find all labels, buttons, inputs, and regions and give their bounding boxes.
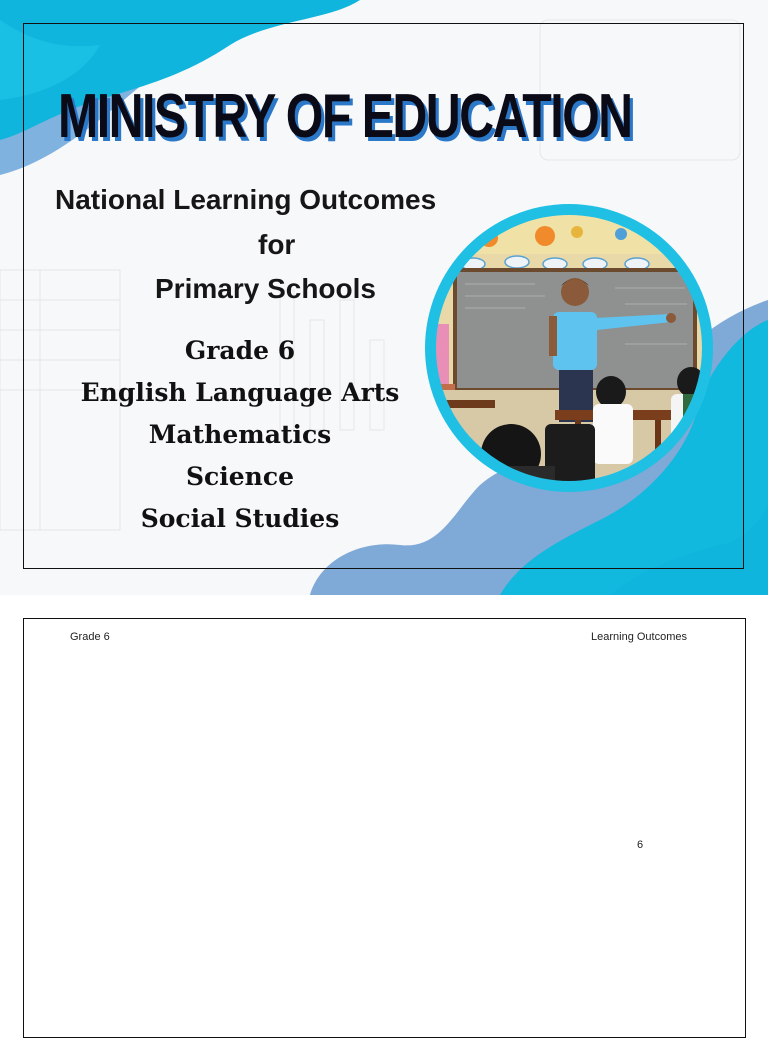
page-number: 6 (637, 839, 644, 851)
subtitle-line-1: National Learning Outcomes (55, 184, 437, 215)
page-header-grade: Grade 6 (70, 631, 110, 643)
subject-grade: Grade 6 (184, 336, 296, 365)
subject-science: Science (186, 462, 294, 491)
subject-social-studies: Social Studies (140, 504, 340, 533)
cover-title: MINISTRY OF EDUCATION (58, 82, 632, 151)
subtitle-line-2: for (258, 229, 296, 260)
subject-english: English Language Arts (80, 378, 400, 407)
subject-mathematics: Mathematics (148, 420, 332, 449)
classroom-photo (425, 204, 713, 492)
subtitle-line-3: Primary Schools (155, 273, 376, 304)
content-page (23, 618, 746, 1038)
page-header-title: Learning Outcomes (591, 631, 687, 643)
subject-list (70, 330, 410, 540)
